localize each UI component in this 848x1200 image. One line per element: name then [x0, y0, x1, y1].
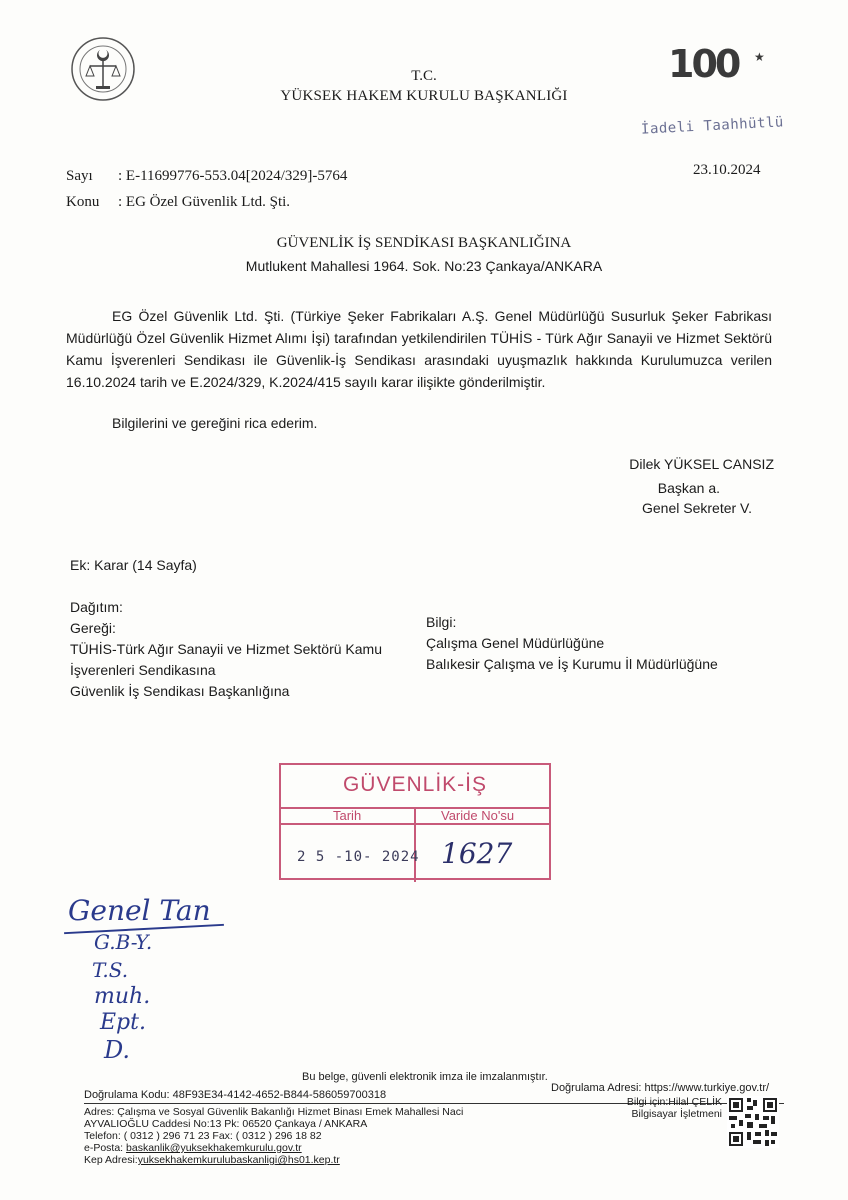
footer-contact [84, 1106, 584, 1166]
signer-title: Başkan a. [657, 480, 720, 496]
registered-mail-stamp: İadeli Taahhütlü [640, 114, 785, 138]
verification-code: Doğrulama Kodu: 48F93E34-4142-4652-B844-586059700318 [84, 1089, 387, 1101]
kep-link[interactable]: yuksekhakemkurulubaskanligi@hs01.kep.tr [137, 1154, 340, 1166]
stamp-title: GÜVENLİK-İŞ [342, 773, 488, 796]
signer-position: Genel Sekreter V. [642, 500, 752, 516]
stamp-date-value: 2 5 -10- 2024 [297, 849, 420, 865]
stamp-number-header: Varide No'su [441, 808, 515, 823]
addressee-title: GÜVENLİK İŞ SENDİKASI BAŞKANLIĞINA [276, 235, 572, 251]
handwritten-note: T.S. [92, 958, 129, 982]
centennial-logo-text: 100 [668, 42, 739, 86]
list-item: Güvenlik İş Sendikası Başkanlığına [70, 683, 290, 699]
stamp-number-value: 1627 [441, 837, 513, 870]
geregi-label: Gereği: [70, 620, 116, 636]
info-contact [590, 1096, 722, 1120]
stamp-date-header: Tarih [333, 808, 362, 823]
state-abbrev: T.C. [411, 68, 437, 84]
footer-kep-row [84, 1154, 584, 1166]
esign-notice: Bu belge, güvenli elektronik imza ile imzalanmıştır. [302, 1071, 548, 1083]
bilgi-label: Bilgi: [426, 614, 457, 630]
distribution-label: Dağıtım: [70, 599, 123, 615]
info-contact-name: Bilgi için:Hilal ÇELİK [626, 1096, 722, 1108]
sayi-label: Sayı [66, 168, 93, 184]
footer-address-line: Adres: Çalışma ve Sosyal Güvenlik Bakanlığı Hizmet Binası Emek Mahallesi Naci [84, 1106, 464, 1118]
kep-label: Kep Adresi: [84, 1154, 138, 1166]
footer-email-row [84, 1142, 584, 1154]
bilgi-list [426, 612, 766, 675]
closing-line: Bilgilerini ve gereğini rica ederim. [112, 415, 318, 431]
signer-name: Dilek YÜKSEL CANSIZ [629, 456, 774, 472]
document-date: 23.10.2024 [693, 162, 761, 178]
list-item: TÜHİS-Türk Ağır Sanayii ve Hizmet Sektörü Kamu İşverenleri Sendikasına [70, 641, 382, 678]
info-contact-unit: Bilgisayar İşletmeni [631, 1108, 722, 1120]
star-icon: ★ [754, 50, 765, 64]
geregi-list [70, 618, 420, 702]
centennial-logo [668, 42, 768, 92]
email-label: e-Posta: [84, 1142, 127, 1154]
sayi-value: : E-11699776-553.04[2024/329]-5764 [118, 168, 348, 184]
verification-url: Doğrulama Adresi: https://www.turkiye.gov.tr/ [551, 1082, 770, 1094]
qr-code-icon [727, 1096, 779, 1148]
list-item: Çalışma Genel Müdürlüğüne [426, 635, 605, 651]
konu-value: : EG Özel Güvenlik Ltd. Şti. [118, 194, 291, 210]
handwritten-note: muh. [94, 984, 151, 1009]
handwritten-note: Ept. [100, 1010, 146, 1035]
handwritten-note: D. [104, 1036, 131, 1064]
handwritten-note: Genel Tan [68, 894, 211, 927]
list-item: Balıkesir Çalışma ve İş Kurumu İl Müdürlüğüne [426, 656, 718, 672]
attachment-line: Ek: Karar (14 Sayfa) [70, 557, 197, 573]
stamp-divider [414, 807, 416, 882]
receipt-stamp [279, 763, 551, 880]
agency-name: YÜKSEK HAKEM KURULU BAŞKANLIĞI [280, 88, 568, 104]
footer-phone: Telefon: ( 0312 ) 296 71 23 Fax: ( 0312 ) 296 18 82 [84, 1130, 322, 1142]
addressee-address: Mutlukent Mahallesi 1964. Sok. No:23 Çankaya/ANKARA [245, 258, 603, 274]
konu-label: Konu [66, 194, 100, 210]
email-link[interactable]: baskanlik@yuksekhakemkurulu.gov.tr [126, 1142, 302, 1154]
handwritten-note: G.B-Y. [94, 930, 153, 954]
body-paragraph: EG Özel Güvenlik Ltd. Şti. (Türkiye Şeker Fabrikaları A.Ş. Genel Müdürlüğü Susurluk Şeker Fabrikası Müdürlüğü Özel Güvenlik Hizmet Alımı İşi) tarafından yetkilendirilen TÜHİS - Türk Ağır Sanayii ve Hizmet Sektörü Kamu İşverenleri Sendikası ile Güvenlik-İş Sendikası arasındaki uyuşmazlık hakkında Kurulumuzca verilen 16.10.2024 tarih ve E.2024/329, K.2024/415 sayılı karar ilişikte gönderilmiştir. [66, 308, 772, 390]
footer-address-line: AYVALIOĞLU Caddesi No:13 Pk: 06520 Çankaya / ANKARA [84, 1118, 368, 1130]
